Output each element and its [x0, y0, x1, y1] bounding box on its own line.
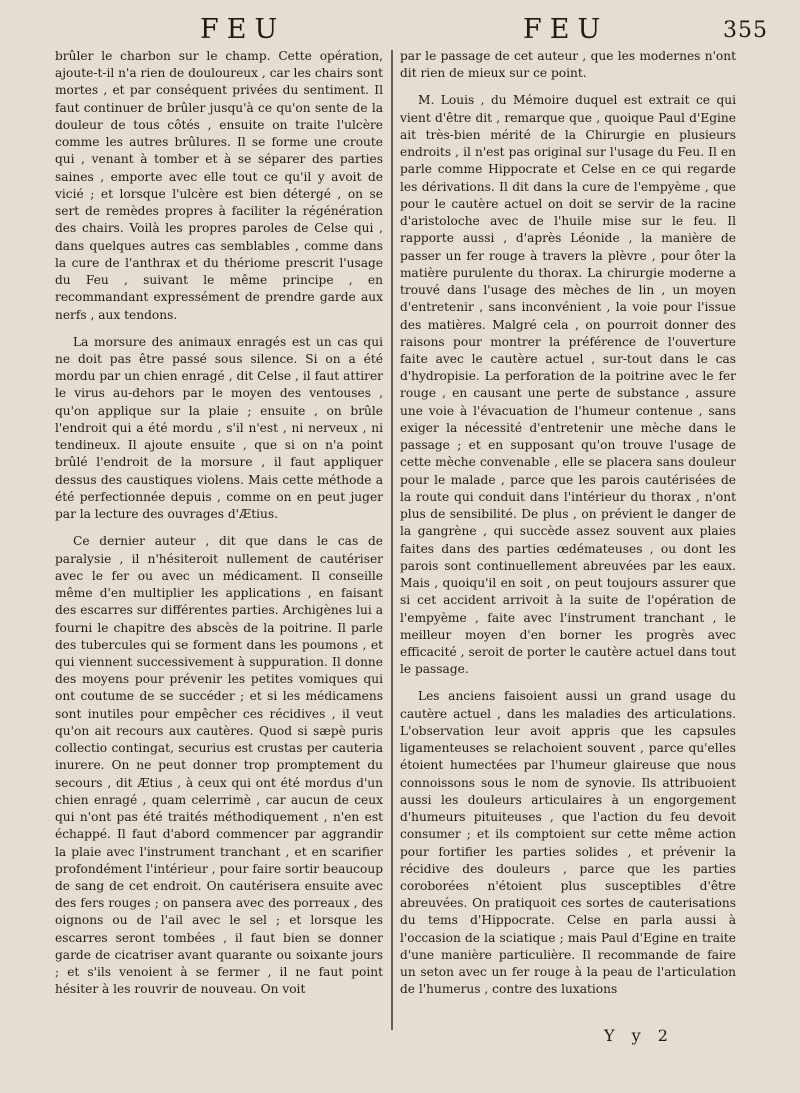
left-column: [55, 48, 383, 1009]
column-divider: [391, 50, 393, 1030]
paragraph: Les anciens faisoient aussi un grand usage du cautère actuel , dans les maladies des articulations. L'observation leur avoit appris que les capsules ligamenteuses se relachoient souvent , parce qu'elles étoient humectées par l'humeur glaireuse que nous connoissons sous le nom de synovie. Ils attribuoient aussi les douleurs articulaires à un engorgement d'humeurs pituiteuses , que l'action du feu devoit consumer ; et ils comptoient sur cette même action pour fortifier les parties solides , et prévenir la récidive des douleurs , parce que les parties coroborées n'étoient plus susceptibles d'être abreuvées. On pratiquoit ces sortes de cauterisations du tems d'Hippocrate. Celse en parla aussi à l'occasion de la sciatique ; mais Paul d'Egine en traite d'une manière particulière. Il recommande de faire un seton avec un fer rouge à la peau de l'articulation de l'humerus , contre des luxations: [400, 689, 736, 997]
running-header: [0, 14, 800, 48]
right-column: [400, 48, 736, 1009]
paragraph: brûler le charbon sur le champ. Cette opération, ajoute-t-il n'a rien de douloureux , car les chairs sont mortes , et par conséquent privées du sentiment. Il faut continuer de brûler jusqu'à ce qu'on sente de la douleur de tous côtés , ensuite on traite l'ulcère comme les autres brûlures. Il se forme une croute qui , venant à tomber et à se séparer des parties saines , emporte avec elle tout ce qu'il y avoit de vicié ; et lorsque l'ulcère est bien détergé , on se sert de remèdes propres à faciliter la régénération des chairs. Voilà les propres paroles de Celse qui , dans quelques autres cas semblables , comme dans la cure de l'anthrax et du thériome prescrit l'usage du Feu , suivant le même principe , en recommandant expressément de prendre garde aux nerfs , aux tendons.: [55, 49, 383, 322]
signature-mark: Y y 2: [604, 1026, 674, 1045]
paragraph: Ce dernier auteur , dit que dans le cas de paralysie , il n'hésiteroit nullement de cautériser avec le fer ou avec un médicament. Il conseille même d'en multiplier les applications , en faisant des escarres sur différentes parties. Archigènes lui a fourni le chapitre des abscès de la poitrine. Il parle des tubercules qui se forment dans les poumons , et qui viennent successivement à suppuration. Il donne des moyens pour prévenir les petites vomiques qui ont coutume de se succéder ; et si les médicamens sont inutiles pour empêcher ces récidives , il veut qu'on ait recours aux cautères. Quod si sæpè puris collectio contingat, securius est crustas per cauteria inurere. On ne peut donner trop promptement du secours , dit Ætius , à ceux qui ont été mordus d'un chien enragé , quam celerrimè , car aucun de ceux qui n'ont pas été traités méthodiquement , n'en est échappé. Il faut d'abord commencer par aggrandir la plaie avec l'instrument tranchant , et en scarifier profondément l'intérieur , pour faire sortir beaucoup de sang de cet endroit. On cautérisera ensuite avec des fers rouges ; on pansera avec des porreaux , des oignons ou de l'ail avec le sel ; et lorsque les escarres seront tombées , il faut bien se donner garde de cicatriser avant quarante ou soixante jours ; et s'ils venoient à se fermer , il ne faut point hésiter à les rouvrir de nouveau. On voit: [55, 534, 383, 997]
page-number: 355: [723, 18, 768, 43]
paragraph: par le passage de cet auteur , que les modernes n'ont dit rien de mieux sur ce point.: [400, 49, 736, 81]
paragraph: La morsure des animaux enragés est un cas qui ne doit pas être passé sous silence. Si on a été mordu par un chien enragé , dit Celse , il faut attirer le virus au-dehors par le moyen des ventouses , qu'on applique sur la plaie ; ensuite , on brûle l'endroit qui a été mordu , s'il n'est , ni nerveux , ni tendineux. Il ajoute ensuite , que si on n'a point brûlé l'endroit de la morsure , il faut appliquer dessus des caustiques violens. Mais cette méthode a été perfectionnée depuis , comme on en peut juger par la lecture des ouvrages d'Ætius.: [55, 334, 383, 522]
running-title-left: FEU: [200, 14, 286, 45]
running-title-right: FEU: [523, 14, 609, 45]
paragraph: M. Louis , du Mémoire duquel est extrait ce qui vient d'être dit , remarque que , quoique Paul d'Egine ait très-bien mérité de la Chirurgie en plusieurs endroits , il n'est pas original sur l'usage du Feu. Il en parle comme Hippocrate et Celse en ce qui regarde les dérivations. Il dit dans la cure de l'empyème , que pour le cautère actuel on doit se servir de la racine d'aristoloche avec de l'huile mise sur le feu. Il rapporte aussi , d'après Léonide , la manière de passer un fer rouge à travers la plèvre , pour ôter la matière purulente du thorax. La chirurgie moderne a trouvé dans l'usage des mèches de lin , un moyen d'entretenir , sans inconvénient , la voie pour l'issue des matières. Malgré cela , on pourroit donner des raisons pour montrer la préférence de l'ouverture faite avec le cautère actuel , sur-tout dans le cas d'hydropisie. La perforation de la poitrine avec le fer rouge , en causant une perte de substance , assure une voie à l'évacuation de l'humeur contenue , sans exiger la nécessité d'entretenir une mèche dans le passage ; et en supposant qu'on trouve l'usage de cette mèche convenable , elle se placera sans douleur pour le malade , parce que les parois cautérisées de la route qui conduit dans l'intérieur du thorax , n'ont plus de sensibilité. De plus , on prévient le danger de la gangrène , qui succède assez souvent aux plaies faites dans des parties œdémateuses , ou dont les parois sont continuellement abreuvées par les eaux. Mais , quoiqu'il en soit , on peut toujours assurer que si cet accident arrivoit à la suite de l'opération de l'empyème , faite avec l'instrument tranchant , le meilleur moyen d'en borner les progrès avec efficacité , seroit de porter le cautère actuel dans tout le passage.: [400, 93, 736, 677]
